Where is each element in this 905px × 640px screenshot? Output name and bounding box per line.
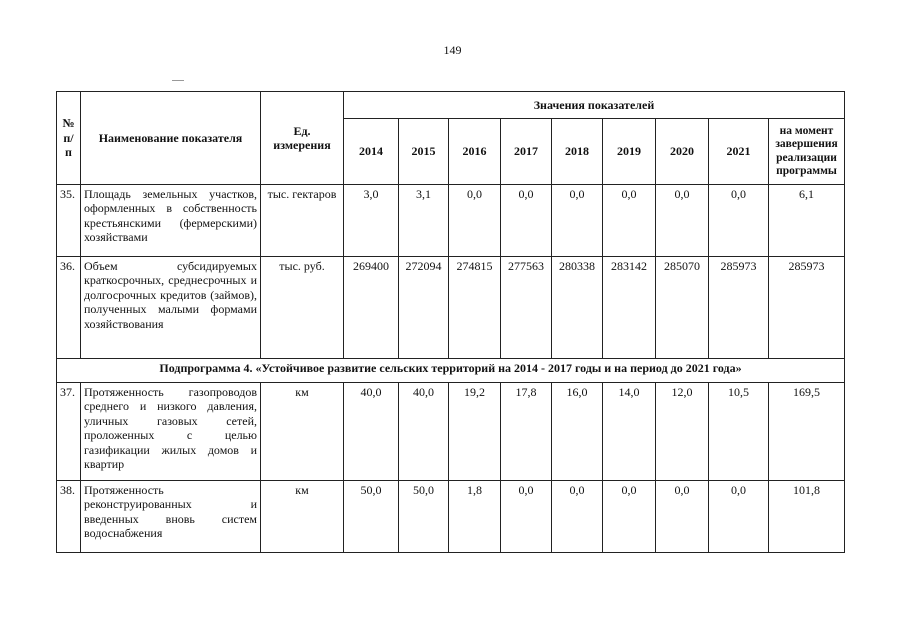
value-cell: 16,0 [552, 383, 603, 481]
indicator-unit: км [261, 481, 344, 553]
col-header-year: 2017 [501, 119, 552, 185]
row-number: 38. [57, 481, 81, 553]
value-cell: 0,0 [709, 481, 769, 553]
value-cell: 19,2 [449, 383, 501, 481]
value-cell: 0,0 [501, 185, 552, 257]
indicator-name: Площадь земельных участков, оформленных в собственность крестьянскими (фермерскими) хозяйствами [81, 185, 261, 257]
value-cell: 283142 [603, 257, 656, 359]
value-cell: 0,0 [501, 481, 552, 553]
col-header-final: на момент завершения реализации программы [769, 119, 845, 185]
col-header-year: 2021 [709, 119, 769, 185]
value-cell: 0,0 [709, 185, 769, 257]
value-cell: 277563 [501, 257, 552, 359]
subprogram-row [57, 359, 845, 383]
final-value-cell: 285973 [769, 257, 845, 359]
value-cell: 40,0 [399, 383, 449, 481]
value-cell: 10,5 [709, 383, 769, 481]
col-header-unit: Ед. измерения [261, 92, 344, 185]
final-value-cell: 101,8 [769, 481, 845, 553]
col-header-year: 2016 [449, 119, 501, 185]
value-cell: 0,0 [449, 185, 501, 257]
value-cell: 17,8 [501, 383, 552, 481]
value-cell: 12,0 [656, 383, 709, 481]
row-number: 37. [57, 383, 81, 481]
indicator-name: Объем субсидируемых краткосрочных, среднесрочных и долгосрочных кредитов (займов), полученных малыми формами хозяйствования [81, 257, 261, 359]
subprogram-title: Подпрограмма 4. «Устойчивое развитие сельских территорий на 2014 - 2017 годы и на период до 2021 года» [57, 359, 845, 383]
value-cell: 0,0 [656, 185, 709, 257]
row-number: 36. [57, 257, 81, 359]
indicator-name: Протяженность реконструированных и введенных вновь систем водоснабжения [81, 481, 261, 553]
value-cell: 50,0 [399, 481, 449, 553]
scan-mark [172, 80, 184, 81]
value-cell: 40,0 [344, 383, 399, 481]
table-row [57, 481, 845, 553]
header-row-top [57, 92, 845, 119]
col-header-year: 2018 [552, 119, 603, 185]
value-cell: 0,0 [656, 481, 709, 553]
table-row [57, 383, 845, 481]
col-header-year: 2020 [656, 119, 709, 185]
value-cell: 14,0 [603, 383, 656, 481]
final-value-cell: 169,5 [769, 383, 845, 481]
col-header-num: № п/п [57, 92, 81, 185]
value-cell: 274815 [449, 257, 501, 359]
col-header-values-group: Значения показателей [344, 92, 845, 119]
value-cell: 3,0 [344, 185, 399, 257]
value-cell: 50,0 [344, 481, 399, 553]
indicator-unit: тыс. гектаров [261, 185, 344, 257]
final-value-cell: 6,1 [769, 185, 845, 257]
indicator-unit: км [261, 383, 344, 481]
table-row [57, 257, 845, 359]
col-header-year: 2015 [399, 119, 449, 185]
value-cell: 280338 [552, 257, 603, 359]
value-cell: 1,8 [449, 481, 501, 553]
col-header-year: 2019 [603, 119, 656, 185]
value-cell: 0,0 [552, 481, 603, 553]
col-header-name: Наименование показателя [81, 92, 261, 185]
row-number: 35. [57, 185, 81, 257]
indicator-unit: тыс. руб. [261, 257, 344, 359]
value-cell: 285973 [709, 257, 769, 359]
value-cell: 0,0 [603, 185, 656, 257]
col-header-year: 2014 [344, 119, 399, 185]
value-cell: 269400 [344, 257, 399, 359]
value-cell: 272094 [399, 257, 449, 359]
page-number: 149 [443, 43, 462, 57]
value-cell: 0,0 [552, 185, 603, 257]
table-row [57, 185, 845, 257]
value-cell: 3,1 [399, 185, 449, 257]
value-cell: 285070 [656, 257, 709, 359]
value-cell: 0,0 [603, 481, 656, 553]
indicator-name: Протяженность газопроводов среднего и низкого давления, уличных газовых сетей, проложенных с целью газификации жилых домов и квартир [81, 383, 261, 481]
indicators-table [56, 91, 845, 553]
